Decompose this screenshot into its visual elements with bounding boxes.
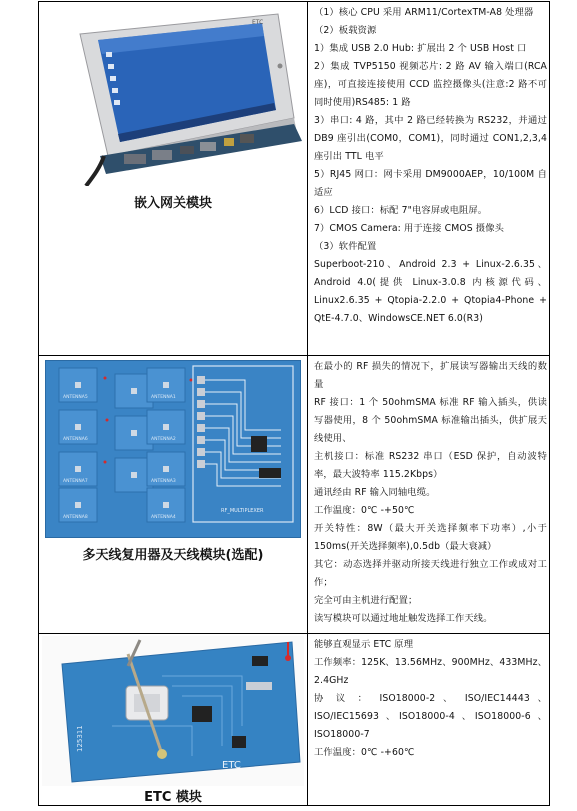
description-text bbox=[308, 356, 549, 628]
antenna-mux-board-image bbox=[45, 360, 301, 538]
description-line: 主机接口：标准 RS232 串口（ESD 保护，自动波特率，最大波特率 115.2Kbps） bbox=[314, 451, 547, 480]
row-caption: 多天线复用器及天线模块(选配) bbox=[82, 548, 264, 563]
antenna-label: ANTENNA4 bbox=[151, 515, 176, 520]
device-logo-text: ETC bbox=[252, 19, 264, 26]
description-line: 能够直观显示 ETC 原理 bbox=[314, 639, 414, 650]
image-cell bbox=[39, 634, 308, 806]
description-line: 其它：动态选择并驱动所接天线进行独立工作或成对工作； bbox=[314, 559, 547, 588]
antenna-label: ANTENNA5 bbox=[63, 395, 88, 400]
description-line: RF 接口：1 个 50ohmSMA 标准 RF 输入插头，供读写器使用，8 个 50ohmSMA 标准输出插头，供扩展天线使用、 bbox=[314, 397, 547, 444]
antenna-label: ANTENNA3 bbox=[151, 479, 176, 484]
antenna-label: ANTENNA2 bbox=[151, 437, 176, 442]
description-line: 工作温度：0℃ -+50℃ bbox=[314, 505, 415, 516]
antenna-label: ANTENNA8 bbox=[63, 515, 88, 520]
description-text bbox=[308, 2, 549, 328]
description-line: 通讯经由 RF 输入同轴电缆。 bbox=[314, 487, 436, 498]
table-row bbox=[39, 634, 550, 806]
description-line: 7）CMOS Camera: 用于连接 CMOS 摄像头 bbox=[314, 223, 504, 234]
description-line: （3）软件配置 bbox=[314, 241, 377, 252]
description-line: 1）集成 USB 2.0 Hub: 扩展出 2 个 USB Host 口 bbox=[314, 43, 527, 54]
description-line: 协 议 ： ISO18000-2 、 ISO/IEC14443 、ISO/IEC15693 、ISO18000-4 、ISO18000-6 、ISO18000-7 bbox=[314, 693, 547, 740]
row-caption: ETC 模块 bbox=[144, 790, 202, 805]
row-caption: 嵌入网关模块 bbox=[133, 196, 212, 211]
board-label: ETC bbox=[222, 760, 241, 771]
antenna-label: ANTENNA7 bbox=[63, 479, 88, 484]
description-line: 在最小的 RF 损失的情况下，扩展读写器输出天线的数量 bbox=[314, 361, 547, 390]
gateway-device-image bbox=[40, 6, 306, 186]
description-line: Superboot-210、Android 2.3 + Linux-2.6.35、Android 4.0(提供 Linux-3.0.8 内核源代码、Linux2.6.35 + Qtopia-2.2.0 + Qtopia4-Phone + QtE-4.7.0、WindowsCE.NET 6.0(R3) bbox=[314, 259, 547, 324]
description-line: 开关特性：8W（最大开关选择频率下功率）,小于 150ms(开关选择频率),0.5db（最大衰减） bbox=[314, 523, 547, 552]
image-cell bbox=[39, 2, 308, 356]
antenna-label: ANTENNA1 bbox=[151, 395, 176, 400]
description-line: 读写模块可以通过地址触发选择工作天线。 bbox=[314, 613, 493, 624]
description-line: （1）核心 CPU 采用 ARM11/CortexTM-A8 处理器 bbox=[314, 7, 534, 18]
image-cell bbox=[39, 356, 308, 634]
table-row bbox=[39, 356, 550, 634]
description-line: 3）串口: 4 路，其中 2 路已经转换为 RS232，并通过 DB9 座引出(COM0，COM1)，同时通过 CON1,2,3,4 座引出 TTL 电平 bbox=[314, 115, 547, 162]
etc-module-image bbox=[42, 636, 304, 786]
description-line: （2）板载资源 bbox=[314, 25, 377, 36]
description-line: 6）LCD 接口：标配 7"电容屏或电阻屏。 bbox=[314, 205, 488, 216]
description-cell bbox=[308, 356, 550, 634]
description-text bbox=[308, 634, 549, 762]
mux-label: RF_MULTIPLEXER bbox=[221, 508, 264, 514]
product-table bbox=[38, 1, 550, 806]
description-line: 工作频率：125K、13.56MHz、900MHz、433MHz、2.4GHz bbox=[314, 657, 547, 686]
antenna-label: ANTENNA6 bbox=[63, 437, 88, 442]
description-line: 完全可由主机进行配置； bbox=[314, 595, 418, 606]
description-line: 5）RJ45 网口：网卡采用 DM9000AEP，10/100M 自适应 bbox=[314, 169, 547, 198]
table-row bbox=[39, 2, 550, 356]
description-line: 工作温度：0℃ -+60℃ bbox=[314, 747, 415, 758]
description-cell bbox=[308, 2, 550, 356]
description-line: 2）集成 TVP5150 视频芯片: 2 路 AV 输入端口(RCA 座)，可直接连接使用 CCD 监控摄像头(注意:2 路不可同时使用)RS485: 1 路 bbox=[314, 61, 547, 108]
description-cell bbox=[308, 634, 550, 806]
board-side-label: 125311 bbox=[76, 725, 84, 752]
